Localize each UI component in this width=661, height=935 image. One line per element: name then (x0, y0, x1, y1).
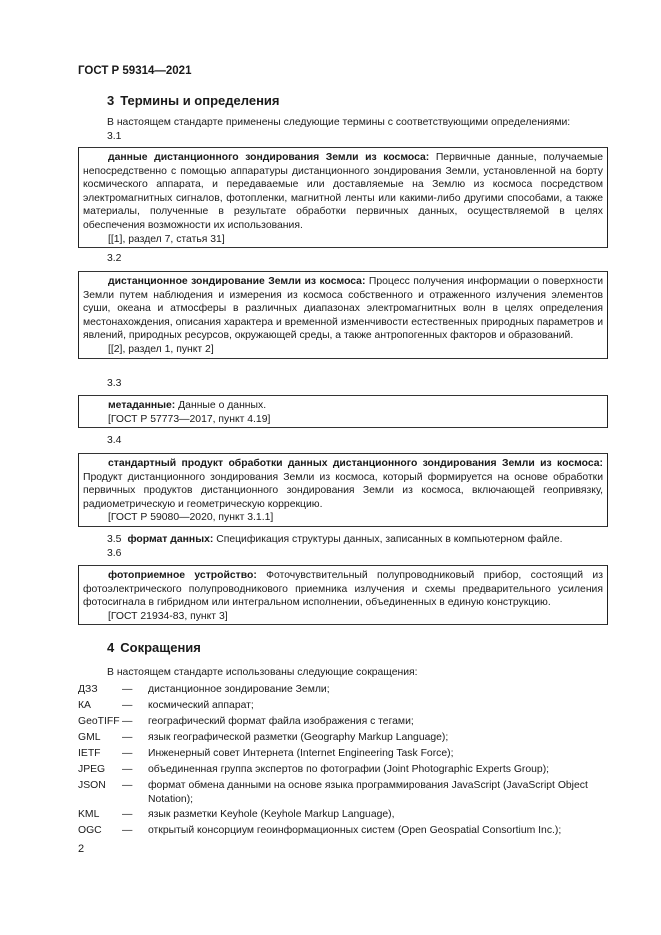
standard-id: ГОСТ Р 59314—2021 (78, 65, 192, 77)
abbreviation: ДЗЗ (78, 684, 98, 695)
section-3-number: 3 (107, 93, 115, 108)
term-box (78, 395, 608, 428)
term-source: [[2], раздел 1, пункт 2] (108, 343, 214, 355)
term-source: [ГОСТ 21934-83, пункт 3] (108, 610, 228, 622)
abbreviation-meaning: открытый консорциум геоинформационных систем (Open Geospatial Consortium Inc.); (148, 825, 562, 836)
term-name: метаданные: (108, 400, 176, 411)
term-name: дистанционное зондирование Земли из космоса: (108, 276, 366, 287)
term-source: [[1], раздел 7, статья 31] (108, 233, 225, 245)
term-box (78, 565, 608, 625)
abbreviation-meaning: язык географической разметки (Geography Markup Language); (148, 732, 449, 743)
term-box (78, 147, 608, 248)
dash: — (122, 700, 133, 711)
abbreviation: JSON (78, 780, 106, 791)
abbreviation-meaning: дистанционное зондирование Земли; (148, 684, 330, 695)
dash: — (122, 809, 133, 820)
term-name: формат данных: (127, 534, 214, 545)
term-number: 3.5 (107, 534, 122, 545)
section-3-heading (107, 93, 280, 108)
abbreviation-meaning: космический аппарат; (148, 700, 254, 711)
term-definition: Первичные данные, получаемые непосредственно с помощью аппаратуры дистанционного зондирования Земли, установленной на борту космического аппарата, и передаваемые или доставляемые на Землю из космоса посредством электромагнитных сигналов, фотопленки, магнитной ленты или какими-либо другими способами, а также материалы, полученные в результате обработки первичных данных, осуществляемой в целях обеспечения возможности их использования. (83, 152, 603, 231)
dash: — (122, 684, 133, 695)
term-number: 3.1 (107, 131, 122, 142)
term-definition: Продукт дистанционного зондирования Земли из космоса, который формируется на основе обработки первичных продуктов дистанционного зондирования Земли из космоса, включающей геопривязку, радиометрическую и геометрическую коррекцию. (83, 471, 603, 510)
term-number: 3.6 (107, 548, 122, 559)
term-inline (107, 534, 563, 545)
term-name: фотоприемное устройство: (108, 570, 257, 581)
term-definition: Спецификация структуры данных, записанных в компьютерном файле. (213, 534, 563, 545)
term-source: [ГОСТ Р 57773—2017, пункт 4.19] (108, 413, 271, 425)
dash: — (122, 825, 133, 836)
term-box (78, 453, 608, 527)
term-number: 3.4 (107, 435, 122, 446)
term-box (78, 271, 608, 359)
abbreviation-meaning: географический формат файла изображения с тегами; (148, 716, 414, 727)
page-number: 2 (78, 843, 85, 855)
abbreviation: KML (78, 809, 100, 820)
abbreviation: GeoTIFF (78, 716, 120, 727)
abbreviation: JPEG (78, 764, 106, 775)
abbreviation-meaning: Инженерный совет Интернета (Internet Engineering Task Force); (148, 748, 454, 759)
dash: — (122, 732, 133, 743)
dash: — (122, 716, 133, 727)
term-number: 3.3 (107, 378, 122, 389)
term-definition: Процесс получения информации о поверхности Земли путем наблюдения и измерения из космоса собственного и отраженного излучения элементов суши, океана и атмосферы в различных диапазонах электромагнитных волн в целях определения местонахождения, описания характера и временной изменчивости естественных природных параметров и явлений, природных ресурсов, окружающей среды, а также антропогенных факторов и образований. (83, 276, 604, 342)
section-4-intro: В настоящем стандарте использованы следующие сокращения: (107, 667, 418, 678)
section-4-number: 4 (107, 640, 115, 655)
term-name: данные дистанционного зондирования Земли из космоса: (108, 152, 430, 163)
term-definition: Данные о данных. (175, 400, 267, 411)
term-source: [ГОСТ Р 59080—2020, пункт 3.1.1] (108, 512, 274, 524)
term-definition: Фоточувствительный полупроводниковый прибор, состоящий из фотоэлектрического полупроводникового приемника излучения и схемы предварительного усиления фотосигнала в гибридном или интегральном исполнении, объединенных в единую конструкцию. (83, 570, 603, 609)
abbreviation: КА (78, 700, 91, 711)
abbreviation: OGC (78, 825, 102, 836)
section-3-intro: В настоящем стандарте применены следующие термины с соответствующими определениями: (107, 117, 571, 128)
section-3-title: Термины и определения (120, 93, 280, 108)
dash: — (122, 764, 133, 775)
term-number: 3.2 (107, 253, 122, 264)
abbreviation: GML (78, 732, 101, 743)
dash: — (122, 748, 133, 759)
term-name: стандартный продукт обработки данных дистанционного зондирования Земли из космоса: (108, 458, 603, 469)
abbreviation-meaning: объединенная группа экспертов по фотографии (Joint Photographic Experts Group); (148, 764, 550, 775)
dash: — (122, 780, 133, 791)
section-4-title: Сокращения (120, 640, 201, 655)
abbreviation: IETF (78, 748, 101, 759)
abbreviation-meaning: формат обмена данными на основе языка программирования JavaScript (JavaScript Object Notation); (148, 780, 588, 805)
section-4-heading (107, 640, 201, 655)
abbreviation-meaning: язык разметки Keyhole (Keyhole Markup Language), (148, 809, 395, 820)
